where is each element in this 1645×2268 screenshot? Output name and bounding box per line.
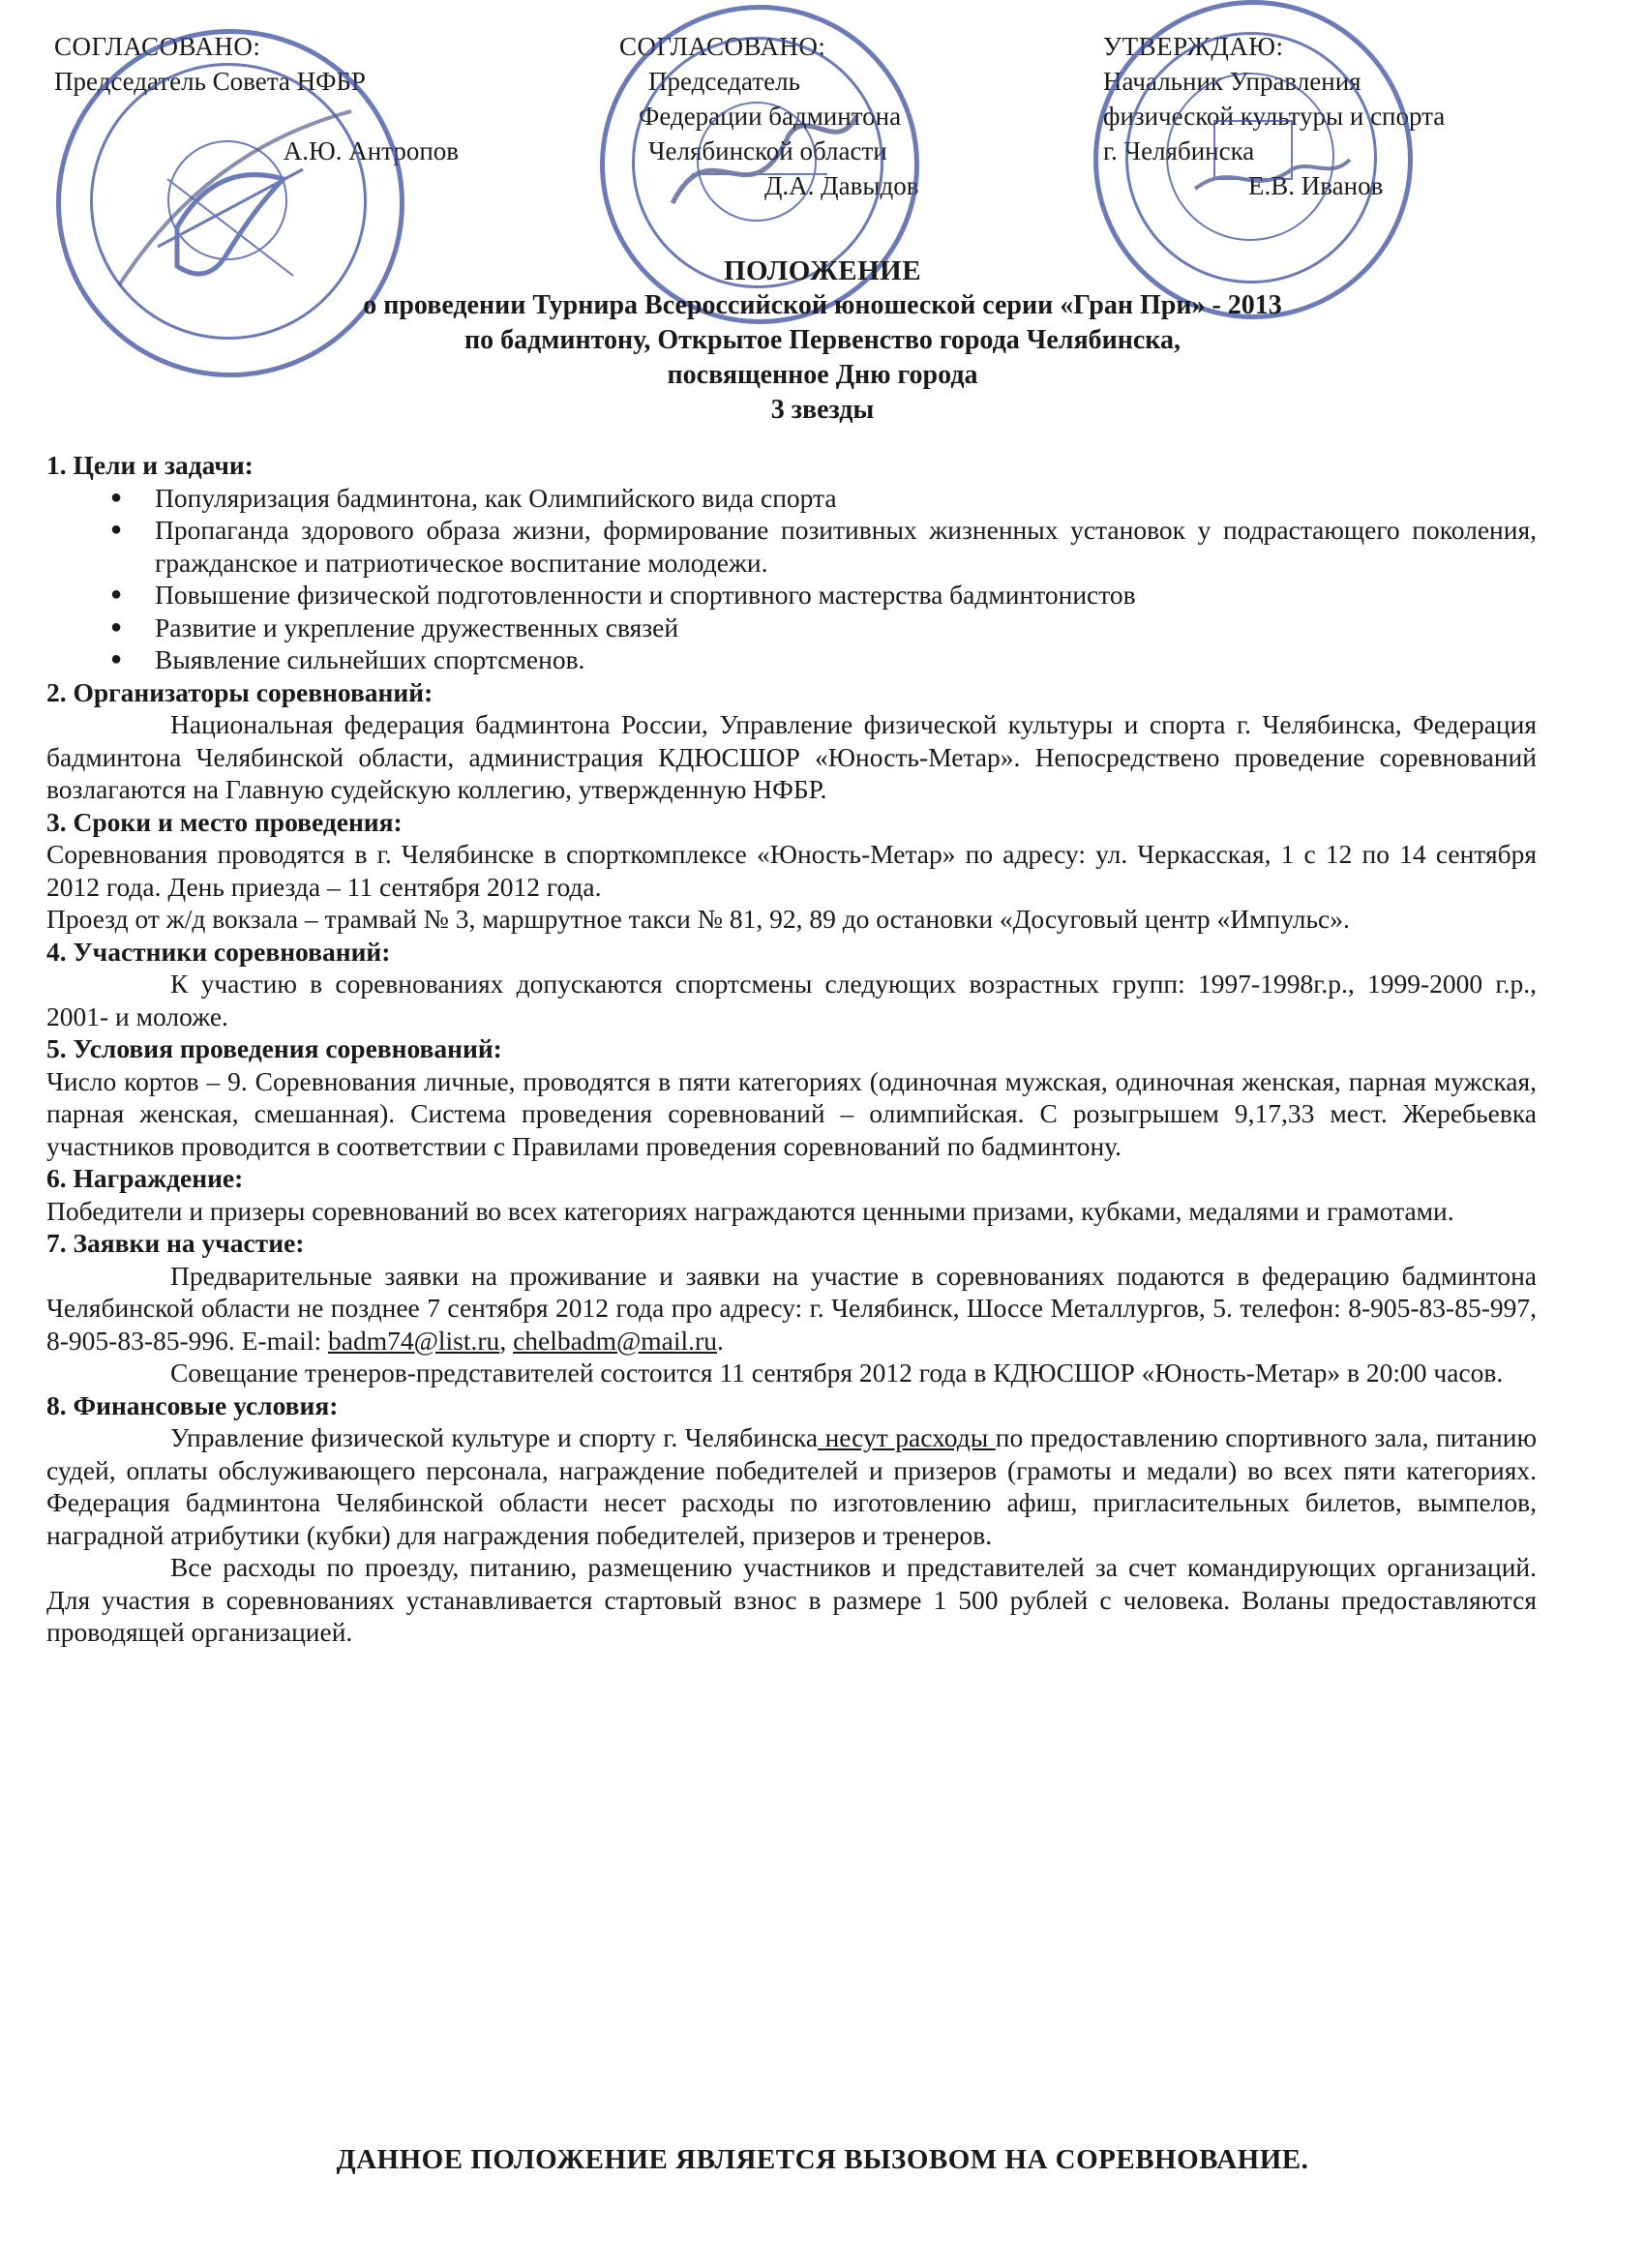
list-item-text: Развитие и укрепление дружественных связей (155, 612, 679, 642)
signature-row (54, 134, 459, 168)
approval-block-middle (619, 29, 918, 203)
section-8-text-a: Управление физической культуре и спорту г. Челябинска (170, 1422, 819, 1452)
title-main: ПОЛОЖЕНИЕ (723, 255, 922, 286)
section-2-title: 2. Организаторы соревнований: (46, 676, 434, 707)
approval-heading: СОГЛАСОВАНО: (619, 32, 826, 61)
document-title (0, 254, 1645, 428)
approval-block-left (54, 29, 459, 168)
approval-position: г. Челябинска (1103, 136, 1255, 165)
closing-statement: ДАННОЕ ПОЛОЖЕНИЕ ЯВЛЯЕТСЯ ВЫЗОВОМ НА СОРЕВНОВАНИЕ. (336, 2144, 1309, 2175)
document-body (46, 449, 1537, 1649)
list-item (46, 514, 1537, 579)
approval-position: Челябинской области (648, 136, 887, 165)
approval-position: Председатель Совета НФБР (54, 67, 366, 96)
section-4-title: 4. Участники соревнований: (46, 936, 391, 967)
section-7-text-end: . (716, 1325, 724, 1356)
goals-list (46, 482, 1537, 676)
section-8-underlined: несут расходы (818, 1422, 996, 1452)
section-3-text: Соревнования проводятся в г. Челябинске в спорткомплексе «Юность-Метар» по адресу: ул. Черкасская, 1 с 12 по 14 сентября 2012 года. День приезда – 11 сентября 2012 года. (46, 839, 1537, 902)
signature-row (619, 168, 918, 203)
approval-position: Председатель (648, 67, 800, 96)
section-3-directions: Проезд от ж/д вокзала – трамвай № 3, маршрутное такси № 81, 92, 89 до остановки «Досуговый центр «Импульс». (46, 904, 1350, 934)
approval-position: Федерации бадминтона (639, 102, 902, 131)
section-7-text-sep: , (499, 1325, 514, 1356)
title-line: посвященное Дню города (667, 360, 978, 390)
signatory-name: Е.В. Иванов (1248, 171, 1384, 200)
approval-heading: СОГЛАСОВАНО: (54, 32, 261, 61)
signatory-name: Д.А. Давыдов (764, 171, 919, 200)
list-item (46, 482, 1537, 515)
bullet-icon: ● (110, 615, 123, 638)
bullet-icon: ● (110, 583, 123, 605)
list-item (46, 643, 1537, 676)
approval-block-right (1103, 29, 1445, 203)
approval-heading: УТВЕРЖДАЮ: (1103, 32, 1284, 61)
list-item (46, 579, 1537, 612)
section-6-text: Победители и призеры соревнований во всех категориях награждаются ценными призами, кубками, медалями и грамотами. (46, 1195, 1454, 1226)
signature-row (1103, 168, 1445, 203)
section-1-title: 1. Цели и задачи: (46, 450, 254, 480)
section-7-text-start: Предварительные заявки на проживание и заявки на участие в соревнованиях подаются в федерацию бадминтона Челябинской области не позднее 7 сентября 2012 года про адресу: г. Челябинск, Шоссе Металлургов, 5. телефон: 8-905-83-85-997, 8-905-83-85-996. E-mail: (46, 1260, 1537, 1356)
signatory-name: А.Ю. Антропов (283, 136, 460, 165)
section-3-title: 3. Сроки и место проведения: (46, 806, 403, 837)
section-4-text: К участию в соревнованиях допускаются спортсмены следующих возрастных групп: 1997-1998г.р., 1999-2000 г.р., 2001- и моложе. (46, 969, 1537, 1031)
bullet-icon: ● (110, 519, 123, 540)
approval-spacer (54, 99, 459, 134)
section-2-text: Национальная федерация бадминтона России, Управление физической культуры и спорта г. Челябинска, Федерация бадминтона Челябинской области, администрация КДЮСШОР «Юность-Метар». Непосредствено проведение соревнований возлагаются на Главную судейскую коллегию, утвержденную НФБР. (46, 709, 1537, 804)
bullet-icon: ● (110, 648, 123, 670)
list-item-text: Популяризация бадминтона, как Олимпийского вида спорта (155, 482, 837, 513)
section-7-title: 7. Заявки на участие: (46, 1228, 305, 1258)
section-8-expenses: Все расходы по проезду, питанию, размещению участников и представителей за счет командирующих организаций. Для участия в соревнованиях устанавливается стартовый взнос в размере 1 500 рублей с человека. Воланы предоставляются проводящей организацией. (46, 1552, 1537, 1647)
approval-position: физической культуры и спорта (1103, 102, 1446, 131)
section-6-title: 6. Награждение: (46, 1163, 244, 1193)
list-item-text: Повышение физической подготовленности и спортивного мастерства бадминтонистов (155, 580, 1136, 610)
section-7-meeting: Совещание тренеров-представителей состоится 11 сентября 2012 года в КДЮСШОР «Юность-Метар» в 20:00 часов. (170, 1358, 1504, 1388)
section-8-text-b: по предоставлению спортивного зала, питанию судей, оплаты обслуживающего персонала, награждение победителей и призеров (грамоты и медали) во всех пяти категориях. Федерация бадминтона Челябинской области несет расходы по изготовлению афиш, пригласительных билетов, вымпелов, наградной атрибутики (кубки) для награждения победителей, призеров и тренеров. (46, 1422, 1537, 1550)
list-item-text: Выявление сильнейших спортсменов. (155, 644, 585, 674)
approval-position: Начальник Управления (1103, 67, 1361, 96)
email-link-2[interactable]: chelbadm@mail.ru (513, 1325, 717, 1356)
email-link-1[interactable]: badm74@list.ru (327, 1325, 500, 1356)
section-7-text (46, 1260, 1537, 1358)
title-line: о проведении Турнира Всероссийской юношеской серии «Гран При» - 2013 (363, 290, 1282, 320)
section-8-title: 8. Финансовые условия: (46, 1389, 339, 1420)
list-item (46, 612, 1537, 644)
list-item-text: Пропаганда здорового образа жизни, формирование позитивных жизненных установок у подрастающего поколения, гражданское и патриотическое воспитание молодежи. (155, 515, 1537, 578)
section-5-title: 5. Условия проведения соревнований: (46, 1033, 502, 1063)
title-stars: 3 звезды (770, 395, 875, 425)
title-line: по бадминтону, Открытое Первенство города Челябинска, (464, 325, 1181, 355)
bullet-icon: ● (110, 486, 123, 508)
section-8-text (46, 1421, 1537, 1551)
section-5-text: Число кортов – 9. Соревнования личные, проводятся в пяти категориях (одиночная мужская, одиночная женская, парная мужская, парная женская, смешанная). Система проведения соревнований – олимпийская. С розыгрышем 9,17,33 мест. Жеребьевка участников проводится в соответствии с Правилами проведения соревнований по бадминтону. (46, 1065, 1537, 1161)
